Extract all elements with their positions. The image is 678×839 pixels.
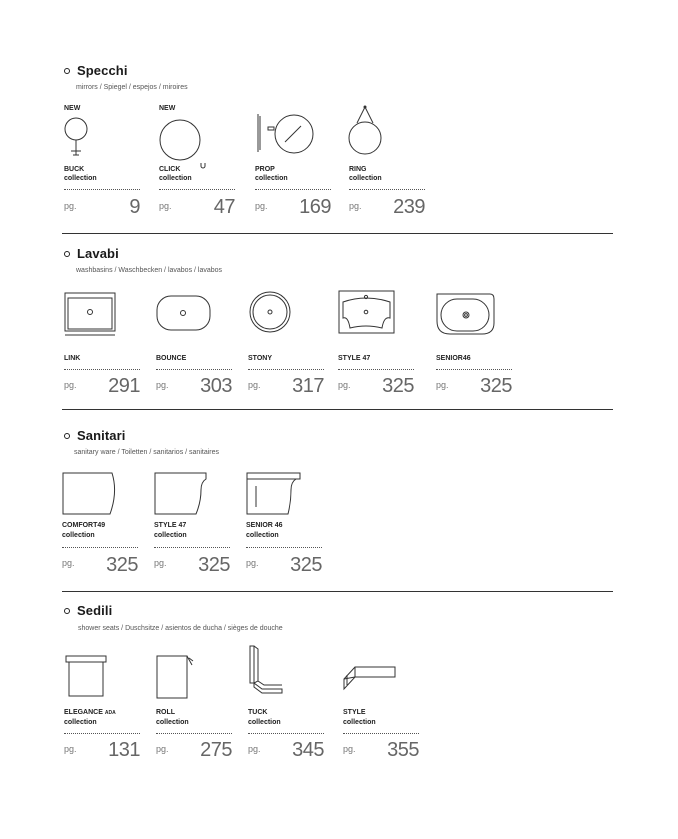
bullet-icon bbox=[64, 608, 70, 614]
section-subtitle: mirrors / Spiegel / espejos / miroires bbox=[76, 84, 188, 91]
page-prefix: pg. bbox=[64, 380, 77, 390]
section-heading-sanitari bbox=[64, 428, 125, 443]
page-prefix: pg. bbox=[349, 201, 362, 211]
item-collection: collection bbox=[64, 175, 97, 182]
page-number: 325 bbox=[480, 375, 512, 397]
page-prefix: pg. bbox=[64, 201, 77, 211]
page-prefix: pg. bbox=[248, 380, 261, 390]
elegance-seat-icon bbox=[64, 655, 114, 713]
section-title: Specchi bbox=[77, 63, 128, 78]
dotted-separator bbox=[248, 733, 324, 734]
page-prefix: pg. bbox=[436, 380, 449, 390]
bounce-washbasin-icon bbox=[156, 295, 216, 343]
dotted-separator bbox=[255, 189, 331, 190]
dotted-separator bbox=[338, 369, 414, 370]
new-badge: NEW bbox=[159, 105, 176, 112]
dotted-separator bbox=[248, 369, 324, 370]
section-title: Sanitari bbox=[77, 428, 126, 443]
section-divider bbox=[62, 591, 613, 592]
dotted-separator bbox=[156, 733, 232, 734]
click-mirror-icon bbox=[159, 115, 219, 170]
item-collection: collection bbox=[343, 719, 376, 726]
page-prefix: pg. bbox=[159, 201, 172, 211]
ada-suffix: ADA bbox=[104, 710, 116, 716]
dotted-separator bbox=[154, 547, 230, 548]
page-prefix: pg. bbox=[156, 744, 169, 754]
prop-mirror-icon bbox=[255, 110, 325, 165]
item-name: COMFORT49 bbox=[62, 522, 106, 529]
page-prefix: pg. bbox=[62, 558, 75, 568]
dotted-separator bbox=[246, 547, 322, 548]
stony-washbasin-icon bbox=[248, 291, 296, 339]
item-name: STYLE bbox=[343, 709, 366, 716]
item-collection: collection bbox=[64, 719, 97, 726]
link-washbasin-icon bbox=[64, 292, 120, 340]
item-name: CLICK bbox=[159, 166, 181, 173]
page-number: 47 bbox=[213, 196, 235, 218]
page-number: 9 bbox=[129, 196, 140, 218]
page-prefix: pg. bbox=[255, 201, 268, 211]
page-number: 325 bbox=[290, 554, 322, 576]
page-number: 169 bbox=[299, 196, 331, 218]
bullet-icon bbox=[64, 68, 70, 74]
item-collection: collection bbox=[248, 719, 281, 726]
page-prefix: pg. bbox=[246, 558, 259, 568]
item-name: BOUNCE bbox=[156, 355, 187, 362]
section-divider bbox=[62, 233, 613, 234]
item-name: PROP bbox=[255, 166, 275, 173]
page-prefix: pg. bbox=[154, 558, 167, 568]
page-number: 325 bbox=[382, 375, 414, 397]
item-name: TUCK bbox=[248, 709, 268, 716]
page-number: 355 bbox=[387, 739, 419, 761]
section-heading-sedili bbox=[64, 603, 112, 618]
page-prefix: pg. bbox=[248, 744, 261, 754]
section-heading-lavabi bbox=[64, 246, 119, 261]
item-name: STYLE 47 bbox=[338, 355, 371, 362]
dotted-separator bbox=[343, 733, 419, 734]
bullet-icon bbox=[64, 251, 70, 257]
page-number: 345 bbox=[292, 739, 324, 761]
ring-mirror-icon bbox=[349, 105, 399, 160]
senior46-washbasin-icon bbox=[436, 291, 498, 341]
dotted-separator bbox=[349, 189, 425, 190]
item-name: ROLL bbox=[156, 709, 176, 716]
buck-mirror-icon bbox=[64, 115, 104, 170]
page-number: 291 bbox=[108, 375, 140, 397]
page-number: 131 bbox=[108, 739, 140, 761]
item-name: BUCK bbox=[64, 166, 85, 173]
comfort49-toilet-icon bbox=[62, 472, 122, 522]
item-collection: collection bbox=[62, 532, 95, 539]
page-prefix: pg. bbox=[343, 744, 356, 754]
dotted-separator bbox=[436, 369, 512, 370]
bullet-icon bbox=[64, 433, 70, 439]
dotted-separator bbox=[62, 547, 138, 548]
item-name: ELEGANCE ADA bbox=[64, 709, 116, 716]
section-title: Sedili bbox=[77, 603, 113, 618]
item-collection: collection bbox=[255, 175, 288, 182]
style47-toilet-icon bbox=[154, 472, 214, 522]
new-badge: NEW bbox=[64, 105, 81, 112]
page-number: 325 bbox=[106, 554, 138, 576]
page-prefix: pg. bbox=[338, 380, 351, 390]
roll-seat-icon bbox=[156, 653, 206, 711]
item-collection: collection bbox=[159, 175, 192, 182]
page-number: 317 bbox=[292, 375, 324, 397]
page-number: 275 bbox=[200, 739, 232, 761]
page-prefix: pg. bbox=[156, 380, 169, 390]
item-collection: collection bbox=[349, 175, 382, 182]
page-prefix: pg. bbox=[64, 744, 77, 754]
section-subtitle: sanitary ware / Toiletten / sanitarios / sanitaires bbox=[74, 449, 219, 456]
item-name: STYLE 47 bbox=[154, 522, 187, 529]
item-name: RING bbox=[349, 166, 367, 173]
dotted-separator bbox=[64, 369, 140, 370]
tuck-seat-icon bbox=[248, 645, 298, 703]
item-name: STONY bbox=[248, 355, 272, 362]
section-heading-specchi bbox=[64, 63, 128, 78]
page-number: 325 bbox=[198, 554, 230, 576]
section-title: Lavabi bbox=[77, 246, 119, 261]
style47-washbasin-icon bbox=[338, 290, 398, 340]
item-collection: collection bbox=[154, 532, 187, 539]
dotted-separator bbox=[64, 189, 140, 190]
item-collection: collection bbox=[246, 532, 279, 539]
item-name: LINK bbox=[64, 355, 81, 362]
page-number: 239 bbox=[393, 196, 425, 218]
page-number: 303 bbox=[200, 375, 232, 397]
section-subtitle: washbasins / Waschbecken / lavabos / lavabos bbox=[76, 267, 223, 274]
item-name: SENIOR46 bbox=[436, 355, 471, 362]
item-collection: collection bbox=[156, 719, 189, 726]
section-divider bbox=[62, 409, 613, 410]
senior46-toilet-icon bbox=[246, 472, 306, 522]
dotted-separator bbox=[64, 733, 140, 734]
dotted-separator bbox=[159, 189, 235, 190]
item-name: SENIOR 46 bbox=[246, 522, 283, 529]
dotted-separator bbox=[156, 369, 232, 370]
section-subtitle: shower seats / Duschsitze / asientos de ducha / sièges de douche bbox=[78, 625, 283, 632]
